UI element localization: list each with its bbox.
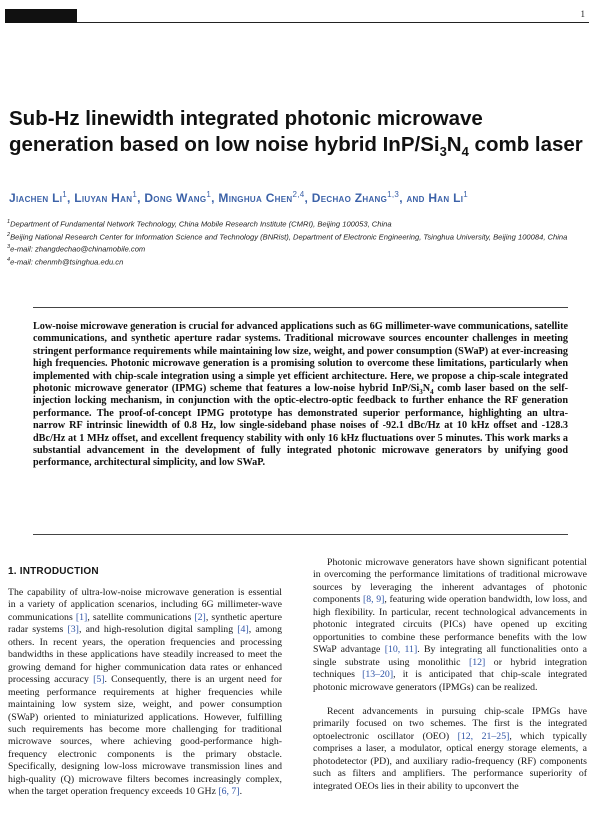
intro-paragraph-3 <box>313 706 587 793</box>
body-text: . By integrating all functionalities onto a single substrate using monolithic <box>313 644 588 668</box>
header-bar <box>5 9 589 23</box>
header-logo-block <box>5 9 77 23</box>
author-name: Minghua Chen <box>218 191 293 205</box>
citation-link[interactable]: [13–20] <box>362 669 394 681</box>
affiliation-marker: 1 <box>7 219 11 225</box>
title-text-2: N <box>446 133 462 156</box>
author-separator: , <box>66 191 75 205</box>
citation-link[interactable]: [5] <box>93 674 105 686</box>
author-name: Dong Wang <box>144 191 207 205</box>
author-list <box>9 190 594 205</box>
body-text: , and high-resolution digital sampling <box>78 624 238 636</box>
abstract-text-2: N <box>422 383 431 395</box>
section-heading: 1. INTRODUCTION <box>8 566 99 577</box>
author-affil-marker: 1 <box>206 190 212 199</box>
citation-link[interactable]: [1] <box>75 611 88 623</box>
author-affil-marker: 1 <box>132 190 138 199</box>
author-name: Dechao Zhang <box>311 191 388 205</box>
author-name: Liuyan Han <box>74 191 133 205</box>
body-text: , which typically comprises a laser, a modulator, optical energy storage elements, a photodetector (PD), and auxiliary radio-frequency (RF) components such as filters and amplifiers. The performance superiority of integrated OEOs lies in their ability to upconvert the <box>313 730 587 792</box>
body-text: , synthetic aperture radar systems <box>8 611 282 636</box>
author-separator: , <box>137 191 145 205</box>
body-text: , satellite communications <box>87 611 195 623</box>
affiliation-text: e-mail: chenmh@tsinghua.edu.cn <box>10 257 124 267</box>
body-text: The capability of ultra-low-noise microwave generation is essential in a variety of application scenarios, including 6G millimeter-wave communications <box>8 587 282 623</box>
citation-link[interactable]: [10, 11] <box>384 644 418 656</box>
author-affil-marker: 1 <box>463 190 468 199</box>
abstract-top-rule <box>33 307 568 308</box>
citation-link[interactable]: [3] <box>67 624 79 636</box>
affiliation-text: Department of Fundamental Network Technology, China Mobile Research Institute (CMRI), Beijing 100053, China <box>10 219 392 229</box>
title-subscript-1: 3 <box>439 144 447 160</box>
author-affil-marker: 1 <box>62 190 67 199</box>
body-text: . Consequently, there is an urgent need for meeting performance requirements at higher frequencies while maintaining low system size, weight, and power consumption (SWaP) oriented to miniaturized applications. However, fulfilling such requirements has become more challenging for traditional microwave sources, where achieving good-performance high-frequency electronic components is the primary obstacle. Specifically, designing low-loss microwave transmission lines and high-quality (Q) microwave filters becomes increasingly complex, when the target operation frequency exceeds 10 GHz <box>8 674 282 798</box>
citation-link[interactable]: [12] <box>468 656 486 668</box>
affiliation-item <box>7 217 589 230</box>
author-name: Han Li <box>428 191 464 205</box>
abstract <box>33 321 568 470</box>
affiliation-item <box>7 230 589 243</box>
title-subscript-2: 4 <box>461 144 469 160</box>
affiliation-text: e-mail: zhangdechao@chinamobile.com <box>10 245 146 254</box>
affiliation-marker: 4 <box>7 257 11 264</box>
abstract-bottom-rule <box>33 534 568 535</box>
page-number: 1 <box>580 9 585 19</box>
citation-link[interactable]: [12, 21–25] <box>457 730 510 742</box>
author-affil-marker: 1,3 <box>387 190 400 199</box>
citation-link[interactable]: [4] <box>237 624 249 636</box>
author-separator: , <box>304 191 312 205</box>
abstract-text-1: Low-noise microwave generation is crucial for advanced applications such as 6G millimeter-wave communications, satellite communications, and synthetic aperture radar systems. Traditional microwave sources encounter challenges in meeting stringent performance requirements while maintaining low size, weight, and power consumption (SWaP) at ever-increasing high frequencies. Photonic microwave generation is a promising solution to overcome these limitations, particularly when implemented with chip-scale integration using a simple yet efficient architecture. Here, we propose a chip-scale integrated photonic microwave generator (IPMG) scheme that features a low-noise hybrid InP/Si <box>33 321 568 395</box>
title-text-1: Sub-Hz linewidth integrated photonic microwave generation based on low noise hybrid InP/Si <box>9 107 483 156</box>
intro-paragraph-1 <box>8 587 282 799</box>
citation-link[interactable]: [2] <box>194 611 206 623</box>
body-text: , featuring wide operation bandwidth, low loss, and high flexibility. In particular, recent technological advancements in photonic integrated circuits (PICs) have opened up exciting opportunities to combine these performance benefits with the low SWaP advantage <box>313 594 587 656</box>
affiliation-item <box>7 242 589 255</box>
author-separator: , and <box>399 191 429 205</box>
abstract-subscript-1: 3 <box>419 388 423 397</box>
body-text: . <box>239 786 243 798</box>
author-name: Jiachen Li <box>9 191 63 205</box>
intro-paragraph-2 <box>313 557 587 694</box>
left-column <box>8 566 282 799</box>
body-text: or hybrid integration techniques <box>313 656 587 681</box>
author-separator: , <box>211 191 219 205</box>
title-text-3: comb laser <box>468 133 583 156</box>
author-affil-marker: 2,4 <box>292 190 305 199</box>
abstract-subscript-2: 4 <box>430 388 434 397</box>
affiliation-marker: 3 <box>7 244 11 251</box>
body-text: Recent advancements in pursuing chip-scale IPMGs have primarily focused on two schemes. The first is the integrated optoelectronic oscillator (OEO) <box>313 705 587 742</box>
body-text: , among others. In recent years, the operation frequencies and processing bandwidths in these applications have steadily increased to meet the growing demand for higher communication data rates or enhanced processing accuracy <box>8 624 283 686</box>
affiliation-marker: 2 <box>7 231 11 238</box>
body-text: Photonic microwave generators have shown significant potential in overcoming the performance limitations of traditional microwave sources by leveraging the inherent advantages of photonic components <box>313 557 587 606</box>
affiliation-list <box>7 217 589 268</box>
right-column <box>313 557 587 793</box>
citation-link[interactable]: [6, 7] <box>218 786 240 798</box>
citation-link[interactable]: [8, 9] <box>362 594 385 606</box>
abstract-text-3: comb laser based on the self-injection locking mechanism, in conjunction with the optic-electro-optic feedback to further enhance the RF generation performance. The proof-of-concept IPMG prototype has demonstrated superior performance, highlighting an ultra-narrow RF intrinsic linewidth of 0.8 Hz, low single-sideband phase noises of -92.1 dBc/Hz at 10 kHz offset and -128.3 dBc/Hz at 1 MHz offset, and excellent frequency stability with only 16 kHz fluctuations over 5 minutes. This work marks a substantial advancement in the development of fully integrated photonic microwave generators by unifying good performance, architectural simplicity, and low SWaP. <box>33 383 568 469</box>
affiliation-item <box>7 255 589 268</box>
affiliation-text: Beijing National Research Center for Information Science and Technology (BNRist), Department of Electronic Engineering, Tsinghua University, Beijing 100084, China <box>10 232 568 242</box>
body-text: , it is anticipated that chip-scale integrated photonic microwave generators (IPMGs) can be realized. <box>313 669 587 693</box>
paper-title <box>9 106 589 158</box>
